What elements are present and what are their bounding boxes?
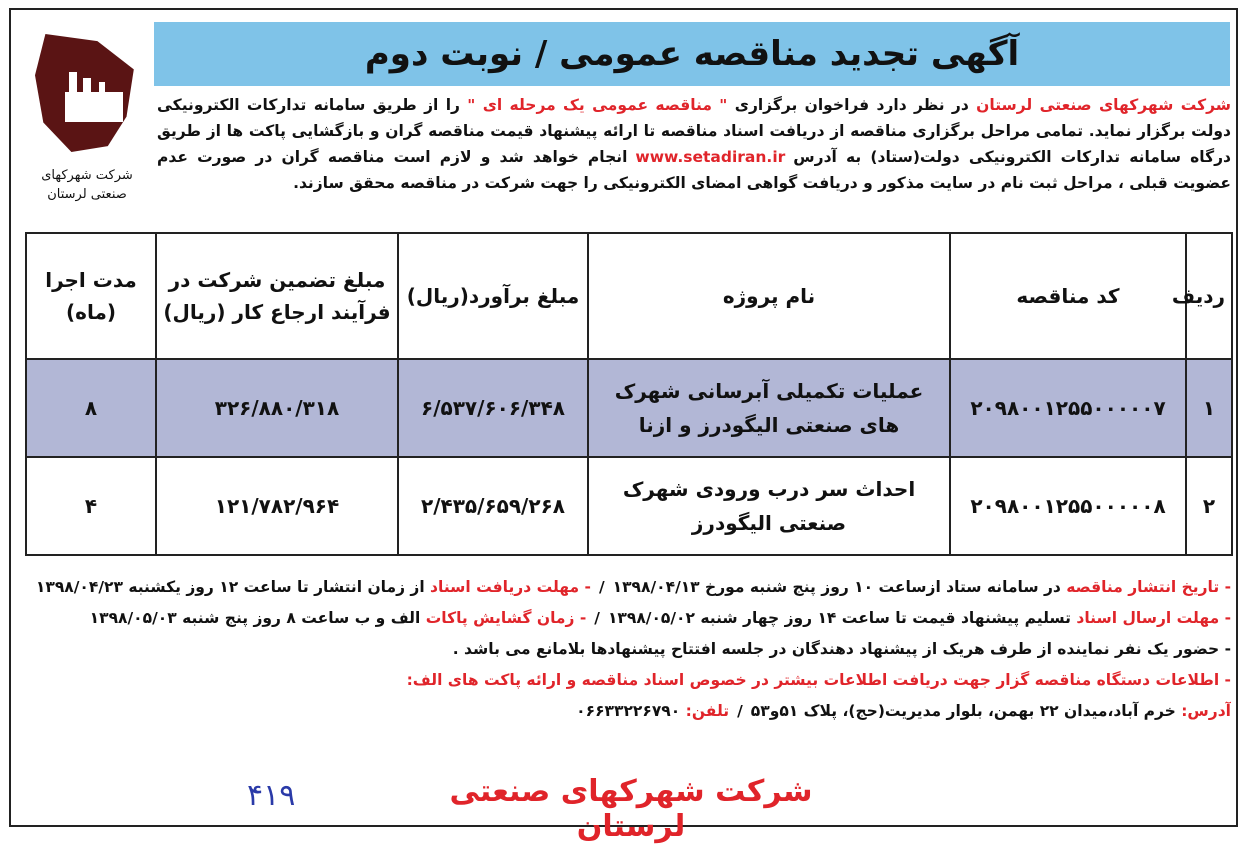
intro-paragraph	[157, 92, 1231, 196]
cell-estimate: ۶/۵۳۷/۶۰۶/۳۴۸	[398, 359, 588, 457]
submit-label: - مهلت ارسال اسناد	[1076, 609, 1231, 627]
phone-label: تلفن:	[685, 702, 730, 720]
intro-text-2: را از طریق سامانه تدارکات الکترونیکی دولت برگزار نماید. تمامی مراحل برگزاری مناقصه از دریافت اسناد مناقصه تا ارائه پیشنهاد قیمت مناقصه گران و بازگشایی پاکت ها از طریق درگاه سامانه تدارکات الکترونیکی دولت(ستاد) به آدرس	[157, 96, 1231, 166]
cell-duration: ۴	[26, 457, 156, 555]
logo-caption	[27, 166, 147, 204]
footer-company-name: شرکت شهرکهای صنعتی لرستان	[449, 774, 813, 844]
docs-deadline-label: - مهلت دریافت اسناد	[430, 578, 591, 596]
cell-row-number: ۱	[1186, 359, 1232, 457]
submit-text: تسلیم پیشنهاد قیمت تا ساعت ۱۴ روز چهار شنبه ۱۳۹۸/۰۵/۰۲	[607, 609, 1077, 627]
table-row	[26, 457, 1232, 555]
separator: /	[594, 609, 600, 627]
cell-guarantee: ۳۲۶/۸۸۰/۳۱۸	[156, 359, 398, 457]
cell-guarantee: ۱۲۱/۷۸۲/۹۶۴	[156, 457, 398, 555]
phone-text: ۰۶۶۳۳۲۲۶۷۹۰	[576, 702, 686, 720]
cell-project-name: احداث سر درب ورودی شهرک صنعتی الیگودرز	[588, 457, 950, 555]
intro-company: شرکت شهرکهای صنعتی لرستان	[976, 96, 1232, 114]
separator: /	[737, 702, 743, 720]
intro-tender-type: " مناقصه عمومی یک مرحله ای "	[467, 96, 728, 114]
header-estimate: مبلغ برآورد(ریال)	[398, 233, 588, 359]
header-tender-code: کد مناقصه	[950, 233, 1186, 359]
docs-deadline-text: از زمان انتشار تا ساعت ۱۲ روز یکشنبه ۱۳۹۸/۰۴/۲۳	[35, 578, 431, 596]
header-duration: مدت اجرا (ماه)	[26, 233, 156, 359]
cell-estimate: ۲/۴۳۵/۶۵۹/۲۶۸	[398, 457, 588, 555]
separator: /	[598, 578, 605, 596]
cell-tender-code: ۲۰۹۸۰۰۱۲۵۵۰۰۰۰۰۸	[950, 457, 1186, 555]
opening-label: - زمان گشایش پاکات	[425, 609, 587, 627]
publish-text: در سامانه ستاد ازساعت ۱۰ روز پنج شنبه مورخ ۱۳۹۸/۰۴/۱۳	[612, 578, 1067, 596]
cell-tender-code: ۲۰۹۸۰۰۱۲۵۵۰۰۰۰۰۷	[950, 359, 1186, 457]
table-header-row	[26, 233, 1232, 359]
tenders-table	[25, 232, 1233, 556]
cell-project-name: عملیات تکمیلی آبرسانی شهرک های صنعتی الیگودرز و ازنا	[588, 359, 950, 457]
note-address-line	[27, 696, 1231, 727]
publish-label: - تاریخ انتشار مناقصه	[1066, 578, 1231, 596]
logo-caption-line-1: شرکت شهرکهای	[41, 168, 133, 183]
page-title: آگهی تجدید مناقصه عمومی / نوبت دوم	[364, 34, 1020, 74]
intro-text-1: در نظر دارد فراخوان برگزاری	[727, 96, 977, 114]
handwritten-number: ۴۱۹	[247, 778, 296, 813]
title-banner	[154, 22, 1230, 86]
note-publish-line	[27, 572, 1231, 603]
website-link[interactable]: www.setadiran.ir	[635, 148, 786, 166]
header-row-number: ردیف	[1186, 233, 1232, 359]
address-label: آدرس:	[1181, 702, 1231, 720]
header-project-name: نام پروژه	[588, 233, 950, 359]
cell-duration: ۸	[26, 359, 156, 457]
factory-icon	[65, 72, 123, 122]
company-logo	[27, 34, 147, 204]
table-row	[26, 359, 1232, 457]
header-guarantee: مبلغ تضمین شرکت در فرآیند ارجاع کار (ریال)	[156, 233, 398, 359]
notes-section	[27, 572, 1231, 727]
address-text: خرم آباد،میدان ۲۲ بهمن، بلوار مدیریت(حج)، پلاک ۵۱و۵۳	[750, 702, 1182, 720]
note-info-line: - اطلاعات دستگاه مناقصه گزار جهت دریافت اطلاعات بیشتر در خصوص اسناد مناقصه و ارائه پاکت های الف:	[406, 671, 1231, 689]
note-submit-line	[27, 603, 1231, 634]
logo-caption-line-2: صنعتی لرستان	[47, 187, 127, 202]
tender-notice	[9, 8, 1238, 844]
intro-text-3: انجام خواهد شد و لازم است مناقصه گران در صورت عدم عضویت قبلی ، مراحل ثبت نام در سایت مذکور و دریافت گواهی امضای الکترونیکی را جهت شرکت در مناقصه محقق سازند.	[157, 148, 1231, 192]
note-attendance-line: - حضور یک نفر نماینده از طرف هریک از پیشنهاد دهندگان در جلسه افتتاح پیشنهادها بلامانع می باشد .	[452, 640, 1231, 658]
cell-row-number: ۲	[1186, 457, 1232, 555]
opening-text: الف و ب ساعت ۸ روز پنج شنبه ۱۳۹۸/۰۵/۰۳	[89, 609, 426, 627]
